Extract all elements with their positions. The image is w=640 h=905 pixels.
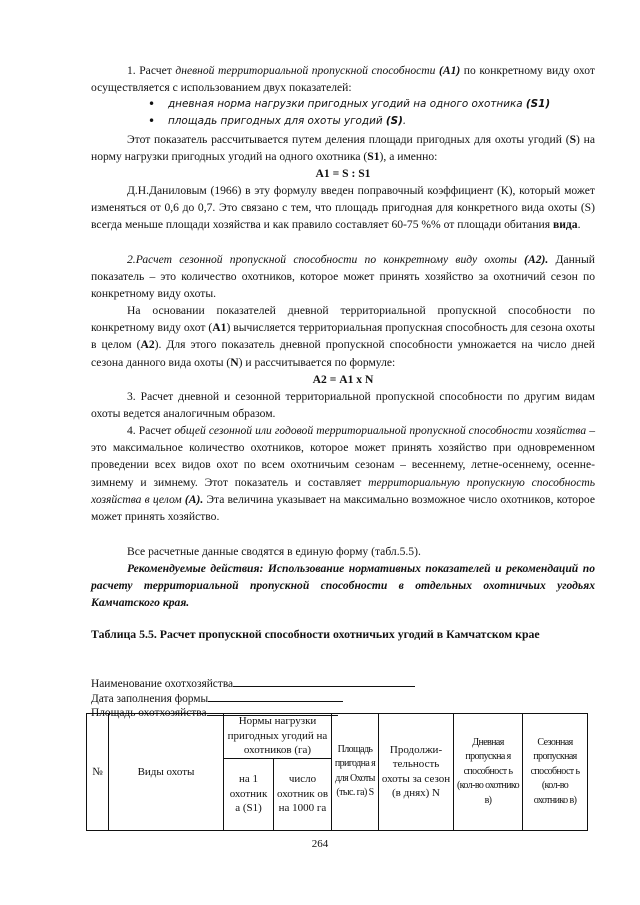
paragraph-4: 2.Расчет сезонной пропускной способности по конкретному виду охоты (А2). Данный показатель – это количество охотников, которое может принять хозяйство за охотничий сезон по конкретному виду охоты. bbox=[91, 253, 595, 301]
table-header-cell: Дневная пропускна я способност ь (кол-во охотнико в) bbox=[454, 714, 523, 831]
table-header-cell: Площадь пригодна я для Охоты (тыс. га) S bbox=[332, 714, 379, 831]
paragraph-7: 4. Расчет общей сезонной или годовой территориальной пропускной способности хозяйства – это максимальное количество охотников, которое может принять хозяйство при одновременном проведении всех видов охот по всем охотничьим сезонам – весеннему, летне-осеннему, осенне-зимнему и зимнему. Этот показатель и составляет территориальную пропускную способность хозяйства в целом (А). Эта величина указывает на максимально возможное число охотников, которое может принять хозяйство. bbox=[91, 424, 595, 524]
table-header-cell: Сезонная пропускная способност ь (кол-во охотнико в) bbox=[523, 714, 588, 831]
paragraph-6: 3. Расчет дневной и сезонной территориальной пропускной способности по другим видам охоты ведется аналогичным образом. bbox=[91, 390, 595, 421]
field-area: Площадь охотхозяйства bbox=[91, 704, 338, 721]
formula-a1: А1 = S : S1 bbox=[315, 167, 371, 180]
table-header-cell: число охотник ов на 1000 га bbox=[274, 758, 332, 830]
table-header-cell: на 1 охотник а (S1) bbox=[224, 758, 274, 830]
recommended-actions: Рекомендуемые действия: Использование нормативных показателей и рекомендаций по расчету территориальной пропускной способности в отдельных охотничьих угодьях Камчатского края. bbox=[91, 562, 595, 610]
paragraph-1: 1. Расчет дневной территориальной пропускной способности (А1) по конкретному виду охот осуществляется с использованием двух показателей: bbox=[91, 64, 595, 95]
table-header-cell: Виды охоты bbox=[109, 714, 224, 831]
list-item: • площадь пригодных для охоты угодий (S). bbox=[148, 113, 550, 130]
paragraph-3: Д.Н.Даниловым (1966) в эту формулу введен поправочный коэффициент (К), который может изменяться от 0,6 до 0,7. Это связано с тем, что площадь пригодная для конкретного вида охоты (S) всегда меньше площади хозяйства и как правило составляет 60-75 %% от площади обитания вида. bbox=[91, 184, 595, 232]
table-header-cell: Продолжи-тельность охоты за сезон (в днях) N bbox=[379, 714, 454, 831]
table-header-cell: Нормы нагрузки пригодных угодий на охотников (га) bbox=[224, 714, 332, 759]
table-header-cell: № bbox=[87, 714, 109, 831]
paragraph-8: Все расчетные данные сводятся в единую форму (табл.5.5). bbox=[127, 545, 421, 558]
indicator-list bbox=[148, 96, 550, 130]
page-number: 264 bbox=[311, 838, 329, 850]
capacity-table bbox=[86, 713, 588, 831]
formula-a2: А2 = А1 х N bbox=[312, 373, 374, 386]
field-farm-name: Наименование охотхозяйства bbox=[91, 675, 415, 692]
field-fill-date: Дата заполнения формы bbox=[91, 690, 343, 707]
paragraph-2: Этот показатель рассчитывается путем деления площади пригодных для охоты угодий (S) на норму нагрузки пригодных угодий на одного охотника (S1), а именно: bbox=[91, 133, 595, 164]
list-item: • дневная норма нагрузки пригодных угодий на одного охотника (S1) bbox=[148, 96, 550, 113]
table-caption: Таблица 5.5. Расчет пропускной способности охотничьих угодий в Камчатском крае bbox=[91, 627, 540, 641]
paragraph-5: На основании показателей дневной территориальной пропускной способности по конкретному виду охот (А1) вычисляется территориальная пропускная способность для сезона охоты в целом (А2). Для этого показатель дневной пропускной способности умножается на число дней сезона данного вида охоты (N) и рассчитывается по формуле: bbox=[91, 304, 596, 369]
